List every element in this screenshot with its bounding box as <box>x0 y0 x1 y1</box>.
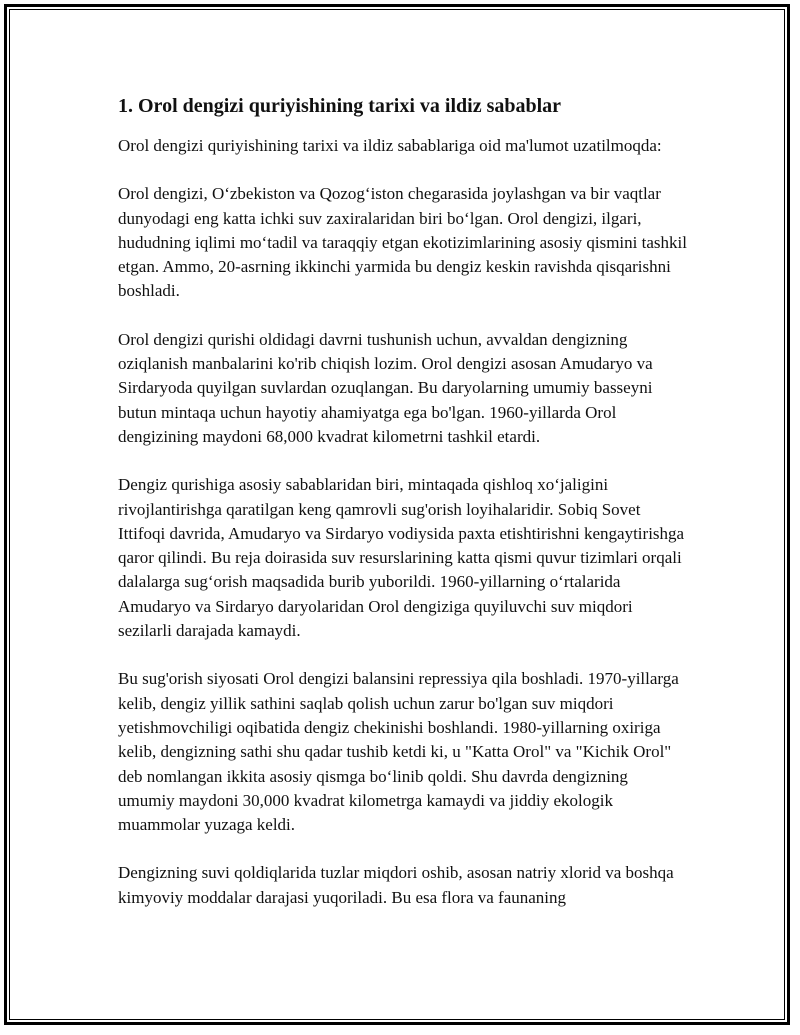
paragraph-decline: Bu sug'orish siyosati Orol dengizi balansini repressiya qila boshladi. 1970-yillarga kelib, dengiz yillik sathini saqlab qolish uchun zarur bo'lgan suv miqdori yetishmovchiligi oqibatida dengiz chekinishi boshlandi. 1980-yillarning oxiriga kelib, dengizning sathi shu qadar tushib ketdi ki, u "Katta Orol" va "Kichik Orol" deb nomlangan ikkita asosiy qismga bo‘linib qoldi. Shu davrda dengizning umumiy maydoni 30,000 kvadrat kilometrga kamaydi va jiddiy ekologik muammolar yuzaga keldi. <box>118 669 679 835</box>
paragraph-intro: Orol dengizi quriyishining tarixi va ildiz sabablariga oid ma'lumot uzatilmoqda: <box>118 136 662 155</box>
section-heading: 1. Orol dengizi quriyishining tarixi va ildiz sabablar <box>118 95 562 117</box>
paragraph-location: Orol dengizi, O‘zbekiston va Qozog‘iston chegarasida joylashgan va bir vaqtlar dunyodagi eng katta ichki suv zaxiralaridan biri bo‘lgan. Orol dengizi, ilgari, hududning iqlimi mo‘tadil va taraqqiy etgan ekotizimlarining asosiy qismini tashkil etgan. Ammo, 20-asrning ikkinchi yarmida bu dengiz keskin ravishda qisqarishni boshladi. <box>118 184 687 301</box>
document-body <box>118 92 688 934</box>
paragraph-irrigation: Dengiz qurishiga asosiy sabablaridan biri, mintaqada qishloq xo‘jaligini rivojlantirishga qaratilgan keng qamrovli sug'orish loyihalaridir. Sobiq Sovet Ittifoqi davrida, Amudaryo va Sirdaryo vodiysida paxta etishtirishni kengaytirishga qaror qilindi. Bu reja doirasida suv resurslarining katta qismi quvur tizimlari orqali dalalarga sug‘orish maqsadida burib yuborildi. 1960-yillarning o‘rtalarida Amudaryo va Sirdaryo daryolaridan Orol dengiziga quyiluvchi suv miqdori sezilarli darajada kamaydi. <box>118 475 685 641</box>
paragraph-sources: Orol dengizi qurishi oldidagi davrni tushunish uchun, avvaldan dengizning oziqlanish manbalarini ko'rib chiqish lozim. Orol dengizi asosan Amudaryo va Sirdaryoda quyilgan suvlardan ozuqlangan. Bu daryolarning umumiy basseyni butun mintaqa uchun hayotiy ahamiyatga ega bo'lgan. 1960-yillarda Orol dengizining maydoni 68,000 kvadrat kilometrni tashkil etardi. <box>118 329 653 446</box>
paragraph-salinity: Dengizning suvi qoldiqlarida tuzlar miqdori oshib, asosan natriy xlorid va boshqa kimyoviy moddalar darajasi yuqoriladi. Bu esa flora va faunaning <box>118 863 674 907</box>
